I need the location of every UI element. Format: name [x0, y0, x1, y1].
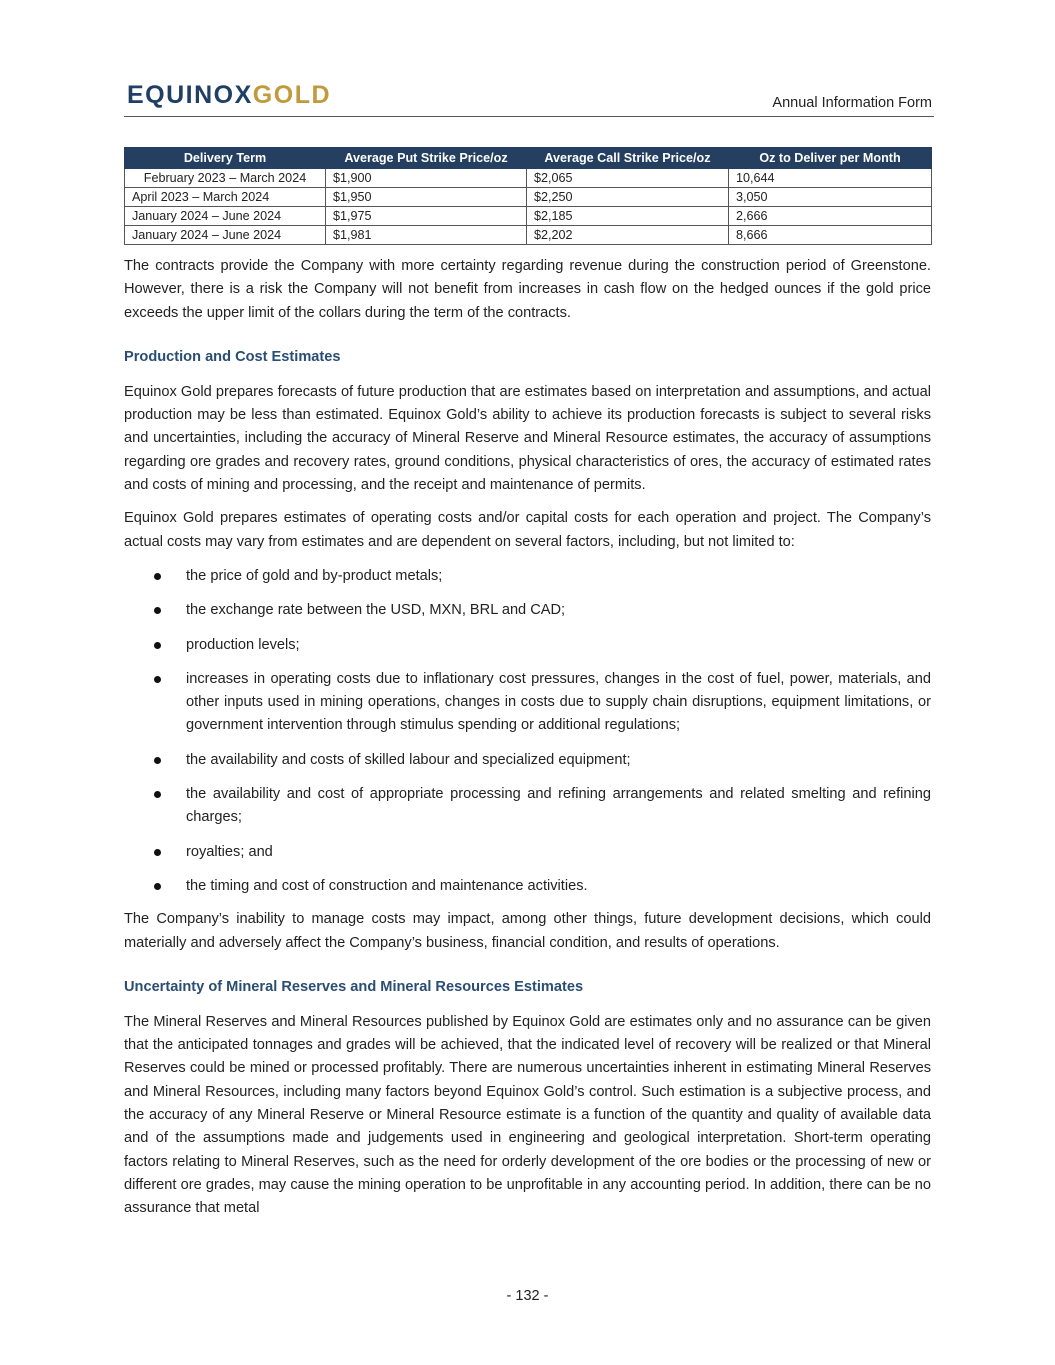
table-cell: January 2024 – June 2024 [125, 226, 326, 245]
list-item [124, 875, 931, 898]
list-item-text: the exchange rate between the USD, MXN, BRL and CAD; [186, 602, 566, 619]
list-item [124, 565, 931, 588]
table-cell: $1,981 [326, 226, 527, 245]
table-cell: $2,185 [527, 207, 729, 226]
contracts-paragraph: The contracts provide the Company with more certainty regarding revenue during the construction period of Greenstone. However, there is a risk the Company will not benefit from increases in cash flow on the hedged ounces if the gold price exceeds the upper limit of the collars during the term of the contracts. [124, 258, 931, 321]
column-header: Oz to Deliver per Month [729, 148, 932, 169]
production-paragraph-2: Equinox Gold prepares estimates of operating costs and/or capital costs for each operation and project. The Company’s actual costs may vary from estimates and are dependent on several factors, including, but not limited to: [124, 510, 931, 550]
table-row [125, 169, 932, 188]
cost-factors-list [124, 565, 931, 898]
list-item-text: the availability and cost of appropriate processing and refining arrangements and related smelting and refining charges; [186, 786, 931, 826]
bullet-icon [154, 573, 161, 580]
table-cell: February 2023 – March 2024 [125, 169, 326, 188]
list-item-text: the timing and cost of construction and maintenance activities. [186, 877, 588, 894]
bullet-icon [154, 757, 161, 764]
list-item [124, 783, 931, 830]
column-header: Average Call Strike Price/oz [527, 148, 729, 169]
list-item [124, 749, 931, 772]
column-header: Average Put Strike Price/oz [326, 148, 527, 169]
table-row [125, 188, 932, 207]
bullet-icon [154, 607, 161, 614]
table-cell: $1,950 [326, 188, 527, 207]
list-item-text: royalties; and [186, 843, 273, 860]
section-heading-production: Production and Cost Estimates [124, 348, 341, 365]
production-paragraph-3: The Company’s inability to manage costs may impact, among other things, future development decisions, which could materially and adversely affect the Company’s business, financial condition, and results of operations. [124, 911, 931, 951]
table-cell: January 2024 – June 2024 [125, 207, 326, 226]
document-title: Annual Information Form [772, 95, 932, 111]
bullet-icon [154, 676, 161, 683]
logo-text-equinox: EQUINOX [127, 81, 253, 109]
bullet-icon [154, 791, 161, 798]
table-cell: April 2023 – March 2024 [125, 188, 326, 207]
list-item-text: the availability and costs of skilled labour and specialized equipment; [186, 751, 631, 768]
list-item [124, 668, 931, 738]
column-header: Delivery Term [125, 148, 326, 169]
section-heading-uncertainty: Uncertainty of Mineral Reserves and Mineral Resources Estimates [124, 978, 584, 995]
bullet-icon [154, 883, 161, 890]
bullet-icon [154, 849, 161, 856]
table-row [125, 226, 932, 245]
table-cell: 2,666 [729, 207, 932, 226]
table-cell: 10,644 [729, 169, 932, 188]
page-number: - 132 - [506, 1288, 549, 1304]
list-item-text: production levels; [186, 636, 300, 653]
table-cell: $1,900 [326, 169, 527, 188]
table-cell: $2,065 [527, 169, 729, 188]
list-item-text: the price of gold and by-product metals; [186, 567, 443, 584]
hedge-contracts-table [124, 147, 932, 245]
company-logo [127, 82, 331, 108]
list-item [124, 841, 931, 864]
uncertainty-paragraph-1: The Mineral Reserves and Mineral Resources published by Equinox Gold are estimates only and no assurance can be given that the anticipated tonnages and grades will be achieved, that the indicated level of recovery will be realized or that Mineral Reserves could be mined or processed profitably. There are numerous uncertainties inherent in estimating Mineral Reserves and Mineral Resources, including many factors beyond Equinox Gold’s control. Such estimation is a subjective process, and the accuracy of any Mineral Reserve or Mineral Resource estimate is a function of the quantity and quality of available data and of the assumptions made and judgements used in engineering and geological interpretation. Short-term operating factors relating to Mineral Reserves, such as the need for orderly development of the ore bodies or the processing of new or different ore grades, may cause the mining operation to be unprofitable in any accounting period. In addition, there can be no assurance that metal [124, 1013, 931, 1217]
table-cell: 3,050 [729, 188, 932, 207]
table-cell: 8,666 [729, 226, 932, 245]
bullet-icon [154, 642, 161, 649]
table-header-row [125, 148, 932, 169]
list-item [124, 634, 931, 657]
table-cell: $2,202 [527, 226, 729, 245]
list-item-text: increases in operating costs due to inflationary cost pressures, changes in the cost of fuel, power, materials, and other inputs used in mining operations, changes in costs due to supply chain disruptions, equipment limitations, or government intervention through stimulus spending or additional regulations; [186, 670, 931, 734]
production-paragraph-1: Equinox Gold prepares forecasts of future production that are estimates based on interpretation and assumptions, and actual production may be less than estimated. Equinox Gold’s ability to achieve its production forecasts is subject to several risks and uncertainties, including the accuracy of Mineral Reserve and Mineral Resource estimates, the accuracy of assumptions regarding ore grades and recovery rates, ground conditions, physical characteristics of ores, the accuracy of estimated rates and costs of mining and processing, and the receipt and maintenance of permits. [124, 383, 931, 494]
table-row [125, 207, 932, 226]
page-header [124, 80, 934, 117]
table-cell: $1,975 [326, 207, 527, 226]
logo-text-gold: GOLD [252, 81, 332, 109]
page-content [124, 147, 931, 1221]
table-cell: $2,250 [527, 188, 729, 207]
list-item [124, 599, 931, 622]
